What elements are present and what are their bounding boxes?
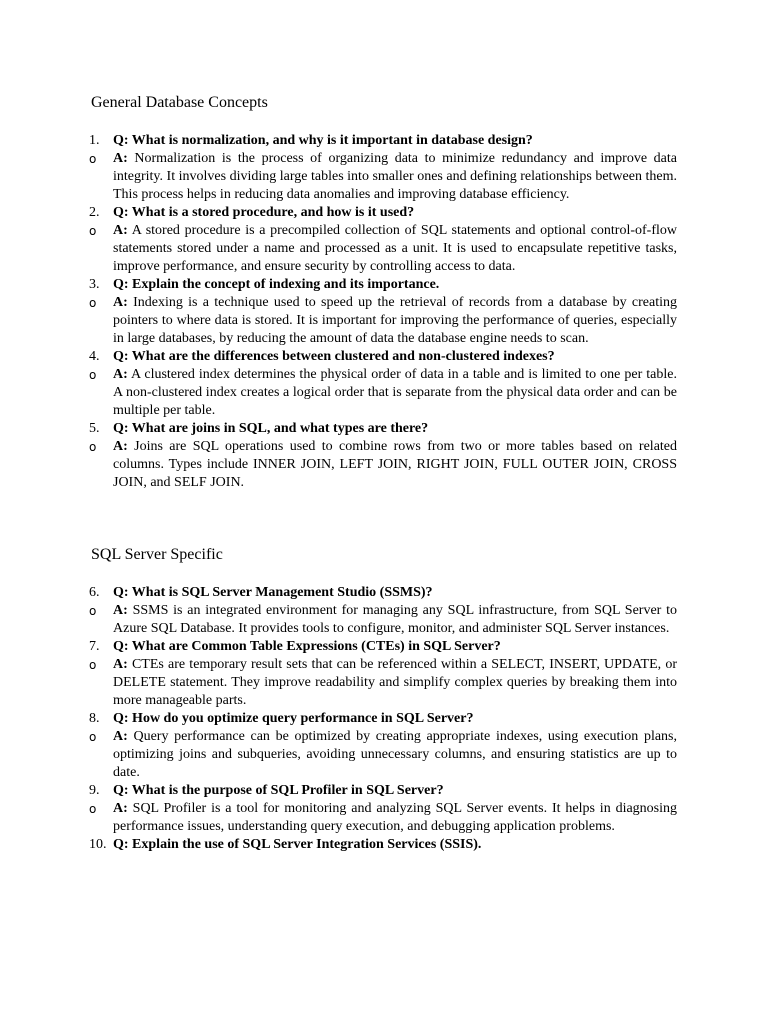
question-line xyxy=(91,132,677,150)
qa-item xyxy=(91,348,677,420)
question-line xyxy=(91,782,677,800)
answer-text: CTEs are temporary result sets that can be referenced within a SELECT, INSERT, UPDATE, or DELETE statement. They improve readability and simplify complex queries by breaking them into more manageable parts. xyxy=(113,657,678,708)
answer-text: Normalization is the process of organizing data to minimize redundancy and improve data integrity. It involves dividing large tables into smaller ones and defining relationships between them. This process helps in reducing data anomalies and improving database efficiency. xyxy=(113,151,677,202)
bullet-icon: o xyxy=(89,152,97,166)
question-text: Q: What is a stored procedure, and how is it used? xyxy=(113,205,415,220)
answer-text: Query performance can be optimized by creating appropriate indexes, using execution plans, optimizing joins and subqueries, avoiding unnecessary columns, and ensuring statistics are up to date. xyxy=(113,729,678,780)
question-line xyxy=(91,204,677,222)
section-sql-server-specific xyxy=(91,544,677,854)
question-number: 8. xyxy=(89,711,100,726)
answer-line xyxy=(91,800,677,836)
question-text: Q: What are Common Table Expressions (CTEs) in SQL Server? xyxy=(113,639,501,654)
bullet-icon: o xyxy=(89,802,97,816)
answer-text: Joins are SQL operations used to combine rows from two or more tables based on related columns. Types include INNER JOIN, LEFT JOIN, RIGHT JOIN, FULL OUTER JOIN, CROSS JOIN, and SELF JOIN. xyxy=(113,439,678,490)
bullet-icon: o xyxy=(89,368,97,382)
question-text: Q: Explain the concept of indexing and its importance. xyxy=(113,277,440,292)
question-text: Q: How do you optimize query performance in SQL Server? xyxy=(113,711,474,726)
bullet-icon: o xyxy=(89,604,97,618)
question-line xyxy=(91,584,677,602)
answer-label: A: xyxy=(113,295,128,310)
qa-list xyxy=(91,132,677,492)
question-number: 2. xyxy=(89,205,100,220)
question-number: 4. xyxy=(89,349,100,364)
section-heading: General Database Concepts xyxy=(91,94,268,111)
bullet-icon: o xyxy=(89,658,97,672)
answer-line xyxy=(91,150,677,204)
question-line xyxy=(91,710,677,728)
qa-item xyxy=(91,836,677,854)
answer-label: A: xyxy=(113,439,128,454)
qa-item xyxy=(91,584,677,638)
question-text: Q: What are joins in SQL, and what types are there? xyxy=(113,421,429,436)
question-line xyxy=(91,420,677,438)
section-heading: SQL Server Specific xyxy=(91,546,223,563)
qa-item xyxy=(91,276,677,348)
answer-line xyxy=(91,222,677,276)
answer-label: A: xyxy=(113,729,128,744)
answer-text: SQL Profiler is a tool for monitoring and analyzing SQL Server events. It helps in diagnosing performance issues, understanding query execution, and debugging application problems. xyxy=(113,801,678,834)
section-general-database-concepts xyxy=(91,92,677,492)
qa-list xyxy=(91,584,677,854)
bullet-icon: o xyxy=(89,440,97,454)
question-line xyxy=(91,348,677,366)
question-text: Q: What is the purpose of SQL Profiler in SQL Server? xyxy=(113,783,444,798)
answer-label: A: xyxy=(113,223,128,238)
qa-item xyxy=(91,204,677,276)
question-line xyxy=(91,638,677,656)
question-number: 7. xyxy=(89,639,100,654)
answer-label: A: xyxy=(113,367,128,382)
question-text: Q: What is SQL Server Management Studio (SSMS)? xyxy=(113,585,433,600)
question-number: 9. xyxy=(89,783,100,798)
qa-item xyxy=(91,710,677,782)
bullet-icon: o xyxy=(89,730,97,744)
answer-label: A: xyxy=(113,151,128,166)
question-number: 3. xyxy=(89,277,100,292)
answer-line xyxy=(91,656,677,710)
question-text: Q: What is normalization, and why is it important in database design? xyxy=(113,133,533,148)
answer-line xyxy=(91,366,677,420)
answer-line xyxy=(91,294,677,348)
question-number: 5. xyxy=(89,421,100,436)
question-number: 1. xyxy=(89,133,100,148)
question-line xyxy=(91,836,677,854)
answer-label: A: xyxy=(113,603,128,618)
qa-item xyxy=(91,782,677,836)
answer-line xyxy=(91,602,677,638)
answer-text: Indexing is a technique used to speed up the retrieval of records from a database by creating pointers to where data is stored. It is important for improving the performance of queries, especially in large databases, by reducing the amount of data the database engine needs to scan. xyxy=(113,295,677,346)
answer-label: A: xyxy=(113,801,128,816)
qa-item xyxy=(91,638,677,710)
bullet-icon: o xyxy=(89,224,97,238)
qa-item xyxy=(91,132,677,204)
answer-text: A clustered index determines the physical order of data in a table and is limited to one per table. A non-clustered index creates a logical order that is separate from the physical data order and can be multiple per table. xyxy=(113,367,677,418)
question-text: Q: What are the differences between clustered and non-clustered indexes? xyxy=(113,349,555,364)
answer-line xyxy=(91,438,677,492)
question-text: Q: Explain the use of SQL Server Integration Services (SSIS). xyxy=(113,837,482,852)
bullet-icon: o xyxy=(89,296,97,310)
qa-item xyxy=(91,420,677,492)
question-line xyxy=(91,276,677,294)
answer-text: A stored procedure is a precompiled collection of SQL statements and optional control-of-flow statements stored under a name and processed as a unit. It is used to encapsulate repetitive tasks, improve performance, and ensure security by controlling access to data. xyxy=(113,223,677,274)
answer-line xyxy=(91,728,677,782)
answer-text: SSMS is an integrated environment for managing any SQL infrastructure, from SQL Server to Azure SQL Database. It provides tools to configure, monitor, and administer SQL Server instances. xyxy=(113,603,678,636)
question-number: 6. xyxy=(89,585,100,600)
question-number: 10. xyxy=(89,837,107,852)
answer-label: A: xyxy=(113,657,128,672)
